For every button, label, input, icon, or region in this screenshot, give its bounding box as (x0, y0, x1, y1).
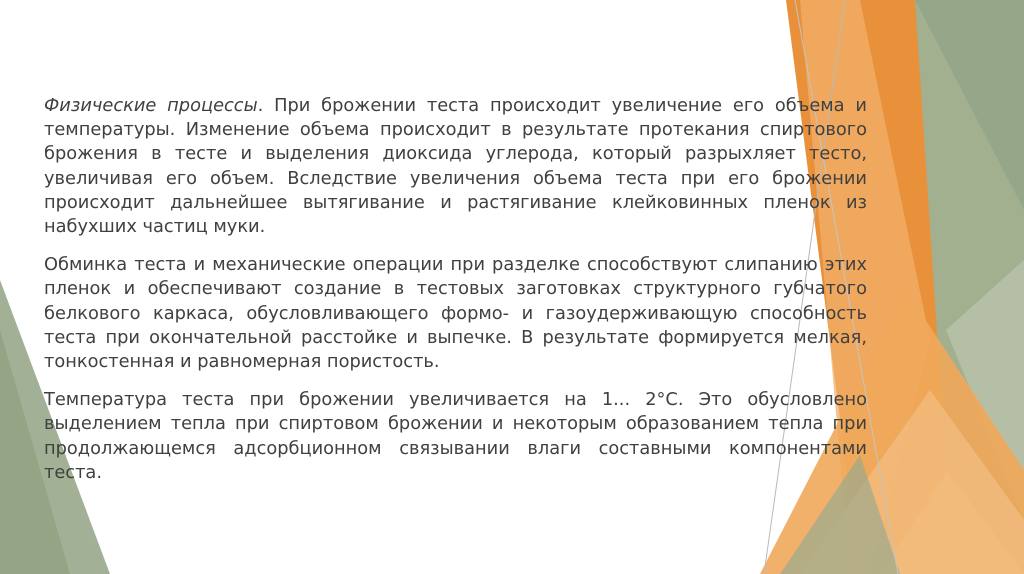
paragraph-dough-processing (44, 253, 867, 374)
slide-text-body (44, 94, 867, 499)
paragraph-text: . При брожении теста происходит увеличение его объема и температуры. Изменение объема происходит в результате протекания спиртового брожения в тесте и выделения диоксида углерода, который разрыхляет тесто, увеличивая его объем. Вследствие увеличения объема теста при его брожении происходит дальнейшее вытягивание и растягивание клейковинных пленок из набухших частиц муки. (44, 95, 867, 238)
paragraph-text: Обминка теста и механические операции при разделке способствуют слипанию этих пленок и обеспечивают создание в тестовых заготовках структурного губчатого белкового каркаса, обусловливающего формо- и газоудерживающую способность теста при окончательной расстойке и выпечке. В результате формируется мелкая, тонкостенная и равномерная пористость. (44, 254, 867, 373)
paragraph-physical-processes (44, 94, 867, 239)
paragraph-text: Температура теста при брожении увеличивается на 1... 2°С. Это обусловлено выделением тепла при спиртовом брожении и некоторым образованием тепла при продолжающемся адсорбционном связывании влаги составными компонентами теста. (44, 389, 867, 483)
paragraph-temperature (44, 388, 867, 485)
paragraph-lead-heading: Физические процессы (44, 95, 258, 116)
